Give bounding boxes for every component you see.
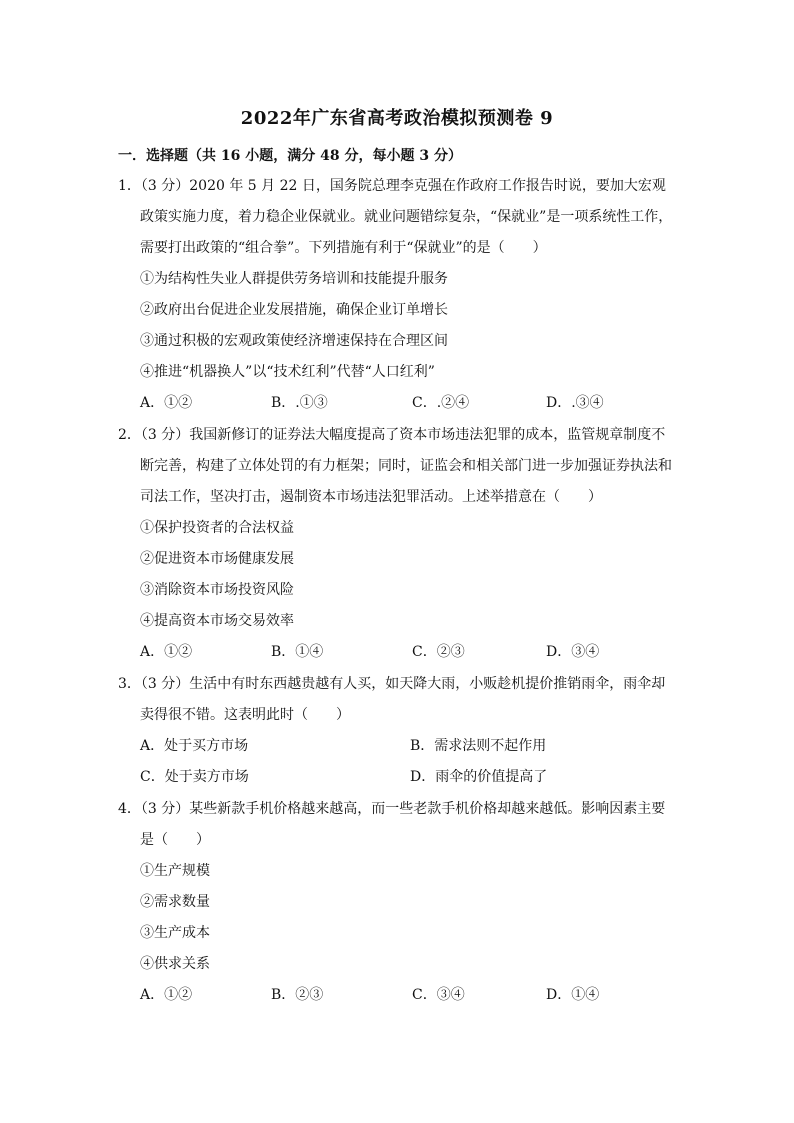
question-2: [118, 420, 678, 668]
choice-b: B．②③: [271, 987, 324, 1003]
choice-c: C．.②④: [412, 395, 470, 411]
choice-c: C．处于卖方市场: [140, 769, 249, 785]
statement-item: ④提高资本市场交易效率: [140, 613, 294, 629]
statement-item: ②政府出台促进企业发展措施，确保企业订单增长: [140, 302, 448, 318]
choice-d: D．雨伞的价值提高了: [410, 769, 548, 785]
answer-choices: [118, 637, 678, 668]
choice-a: A．①②: [140, 644, 193, 660]
question-stem: 2．（3 分）我国新修订的证券法大幅度提高了资本市场违法犯罪的成本，监管规章制度不断完善，构建了立体处罚的有力框架；同时，证监会和相关部门进一步加强证券执法和司法工作，坚决打击，遏制资本市场违法犯罪活动。上述举措意在（ ）: [118, 427, 672, 505]
statement-item: ①为结构性失业人群提供劳务培训和技能提升服务: [140, 271, 448, 287]
answer-choices-row-2: [118, 762, 678, 793]
statement-item: ④供求关系: [140, 956, 210, 972]
question-3: [118, 669, 678, 793]
choice-d: D．①④: [546, 987, 600, 1003]
question-stem: 4．（3 分）某些新款手机价格越来越高，而一些老款手机价格却越来越低。影响因素主要是（ ）: [118, 801, 666, 848]
statement-item: ③生产成本: [140, 925, 210, 941]
choice-c: C．②③: [412, 644, 465, 660]
statement-item: ③消除资本市场投资风险: [140, 582, 294, 598]
answer-choices: [118, 980, 678, 1011]
statement-item: ②促进资本市场健康发展: [140, 551, 294, 567]
question-stem: 3．（3 分）生活中有时东西越贵越有人买，如天降大雨，小贩趁机提价推销雨伞，雨伞却卖得很不错。这表明此时（ ）: [118, 676, 666, 723]
choice-a: A．处于买方市场: [140, 738, 249, 754]
statement-item: ①保护投资者的合法权益: [140, 520, 294, 536]
choice-a: A．①②: [140, 987, 193, 1003]
statement-item: ③通过积极的宏观政策使经济增速保持在合理区间: [140, 333, 448, 349]
question-stem: 1．（3 分）2020 年 5 月 22 日，国务院总理李克强在作政府工作报告时说，要加大宏观政策实施力度，着力稳企业保就业。就业问题错综复杂，“保就业”是一项系统性工作，需要打出政策的“组合拳”。下列措施有利于“保就业”的是（ ）: [118, 178, 673, 256]
choice-b: B．①④: [271, 644, 324, 660]
question-4: [118, 794, 678, 1011]
statement-item: ④推进“机器换人”以“技术红利”代替“人口红利”: [140, 364, 435, 380]
statement-item: ②需求数量: [140, 894, 210, 910]
answer-choices: [118, 388, 678, 419]
choice-a: A．①②: [140, 395, 193, 411]
question-1: [118, 171, 678, 419]
answer-choices-row-1: [118, 731, 678, 762]
choice-b: B．.①③: [271, 395, 328, 411]
page-title: 2022年广东省高考政治模拟预测卷 9: [240, 108, 554, 129]
section-heading: 一．选择题（共 16 小题，满分 48 分，每小题 3 分）: [118, 148, 462, 164]
choice-d: D．.③④: [546, 395, 604, 411]
choice-d: D．③④: [546, 644, 600, 660]
choice-b: B．需求法则不起作用: [410, 738, 547, 754]
statement-item: ①生产规模: [140, 863, 210, 879]
choice-c: C．③④: [412, 987, 465, 1003]
